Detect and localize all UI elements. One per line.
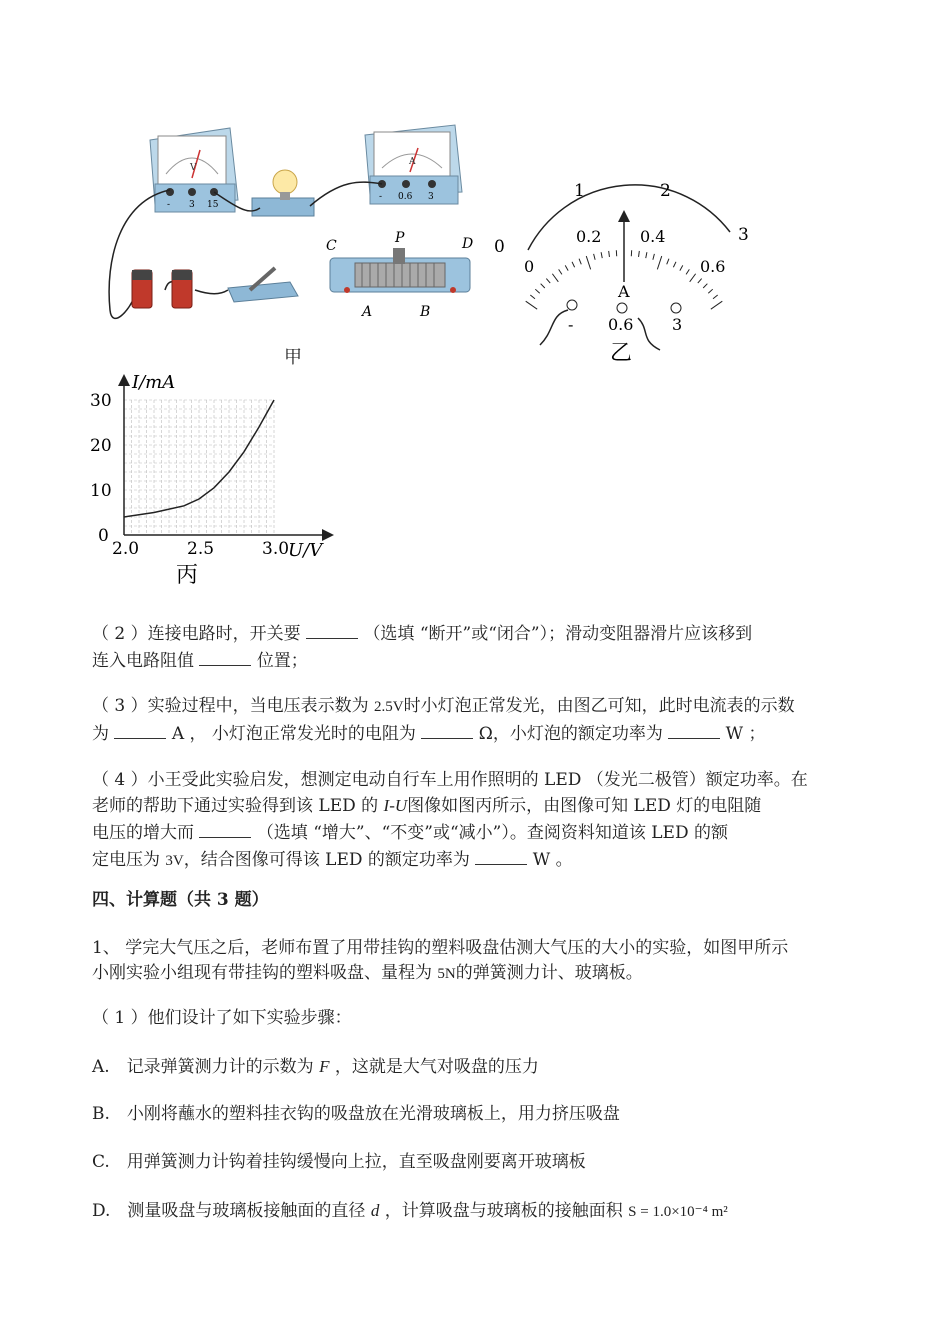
dial-tick [667,259,669,265]
figure-yi-caption: 乙 [610,341,633,366]
answer-blank[interactable] [668,720,720,739]
calc-question-1: 1、 学完大气压之后，老师布置了用带挂钩的塑料吸盘估测大气压的大小的实验，如图甲所示 小刚实验小组现有带挂钩的塑料吸盘、量程为 5N的弹簧测力计、玻璃板。 [92,938,789,983]
dial-tick [639,251,640,257]
svg-text:C: C [326,238,337,254]
x-tick-label: 2.0 [112,539,140,559]
ammeter-symbol: A [409,157,416,167]
dial-tick [535,289,539,293]
inner-scale-1: 0.2 [576,227,602,246]
dial-arc [528,185,730,250]
svg-text:D: D [462,236,474,252]
dial-tick [686,269,689,274]
rheostat [326,230,473,320]
dial-unit: A [618,282,630,301]
step-d: D. 测量吸盘与玻璃板接触面的直径 d ，计算吸盘与玻璃板的接触面积 S = 1.0×10⁻⁴ m² [92,1201,728,1221]
light-bulb [252,170,314,216]
dial-tick [711,301,722,309]
dial-tick [530,295,535,299]
x-tick-label: 2.5 [187,539,215,559]
dial-tick [572,262,575,267]
dial-tick [653,254,655,260]
step-c: C. 用弹簧测力计钩着挂钩缓慢向上拉，直至吸盘刚要离开玻璃板 [92,1152,586,1172]
question-2: （ 2 ）连接电路时，开关要 （选填 “断开”或“闭合”）；滑动变阻器滑片应该移到 连入电路阻值 位置； [92,620,862,674]
voltmeter-symbol: V [190,163,197,173]
dial-tick [673,262,676,267]
svg-text:3: 3 [189,200,195,210]
dial-tick [646,252,647,258]
dial-tick [703,284,707,288]
figure-jia [100,120,490,370]
figure-bing-chart [86,370,346,590]
answer-blank[interactable] [199,647,251,666]
dial-tick [657,256,661,269]
svg-text:P: P [395,230,405,246]
svg-text:B: B [420,304,431,320]
y-tick-label: 20 [90,436,112,456]
batteries [132,270,192,308]
step-b: B. 小刚将蘸水的塑料挂衣钩的吸盘放在光滑玻璃板上，用力挤压吸盘 [92,1104,620,1124]
dial-tick [713,295,718,299]
figure-yi [490,170,770,370]
dial-tick [541,284,545,288]
dial-tick [708,289,712,293]
outer-scale-3: 3 [738,225,749,245]
inner-scale-2: 0.4 [640,227,666,246]
inner-scale-3: 0.6 [700,257,726,276]
dial-tick [565,265,568,270]
question-3: （ 3 ）实验过程中，当电压表示数为 2.5V时小灯泡正常发光，由图乙可知，此时电流表的示数 为 A ， 小灯泡正常发光时的电阻为 Ω，小灯泡的额定功率为 W ； [92,696,795,744]
dial-tick [698,279,702,284]
dial-tick [680,265,683,270]
answer-blank[interactable] [306,620,358,639]
svg-text:3: 3 [428,192,434,202]
outer-scale-0: 0 [494,237,505,257]
step-a: A. 记录弹簧测力计的示数为 F ，这就是大气对吸盘的压力 [92,1057,539,1077]
calc-sub-1: （ 1 ）他们设计了如下实验步骤： [92,1008,352,1028]
answer-blank[interactable] [114,720,166,739]
svg-text:-: - [167,200,171,210]
dial-tick [546,279,550,284]
dial-tick [559,269,562,274]
svg-text:A: A [362,304,373,320]
y-tick-label: 0 [98,526,109,546]
svg-text:-: - [568,315,574,334]
dial-tick [601,252,602,258]
dial-tick [690,274,696,282]
svg-text:0.6: 0.6 [398,192,413,202]
dial-tick [579,259,581,265]
ammeter [365,125,462,204]
answer-blank[interactable] [475,846,527,865]
figure-jia-caption: 甲 [284,347,302,368]
outer-scale-1: 1 [574,181,585,201]
y-tick-label: 30 [90,391,112,411]
outer-scale-2: 2 [660,181,671,201]
switch [228,268,298,302]
svg-text:0.6: 0.6 [608,315,634,334]
question-4: （ 4 ）小王受此实验启发，想测定电动自行车上用作照明的 LED （发光二极管）额定功率。在 老师的帮助下通过实验得到该 LED 的 I-U图像如图丙所示，由图像可知 LED 灯的电阻随 电压的增大而 （选填 “增大”、“不变”或“减小”）。查阅资料知道该 LED 的额 定电压为 3V，结合图像可得该 LED 的额定功率为 W 。 [92,770,808,870]
dial-tick [526,301,537,309]
x-tick-label: 3.0 [262,539,290,559]
svg-text:3: 3 [672,315,683,334]
svg-text:-: - [379,192,383,202]
inner-scale-0: 0 [524,257,535,276]
dial-tick [594,254,596,260]
section-title: 四、计算题（共 3 题） [92,890,269,910]
section-heading [92,888,862,913]
dial-tick [586,256,590,269]
x-axis-label: U/V [288,540,323,561]
figure-bing-caption: 丙 [176,563,199,588]
y-axis-label: I/mA [132,372,176,393]
answer-blank[interactable] [421,720,473,739]
svg-text:15: 15 [207,200,219,210]
y-tick-label: 10 [90,481,112,501]
answer-blank[interactable] [199,819,251,838]
dial-tick [609,251,610,257]
dial-tick [552,274,558,282]
